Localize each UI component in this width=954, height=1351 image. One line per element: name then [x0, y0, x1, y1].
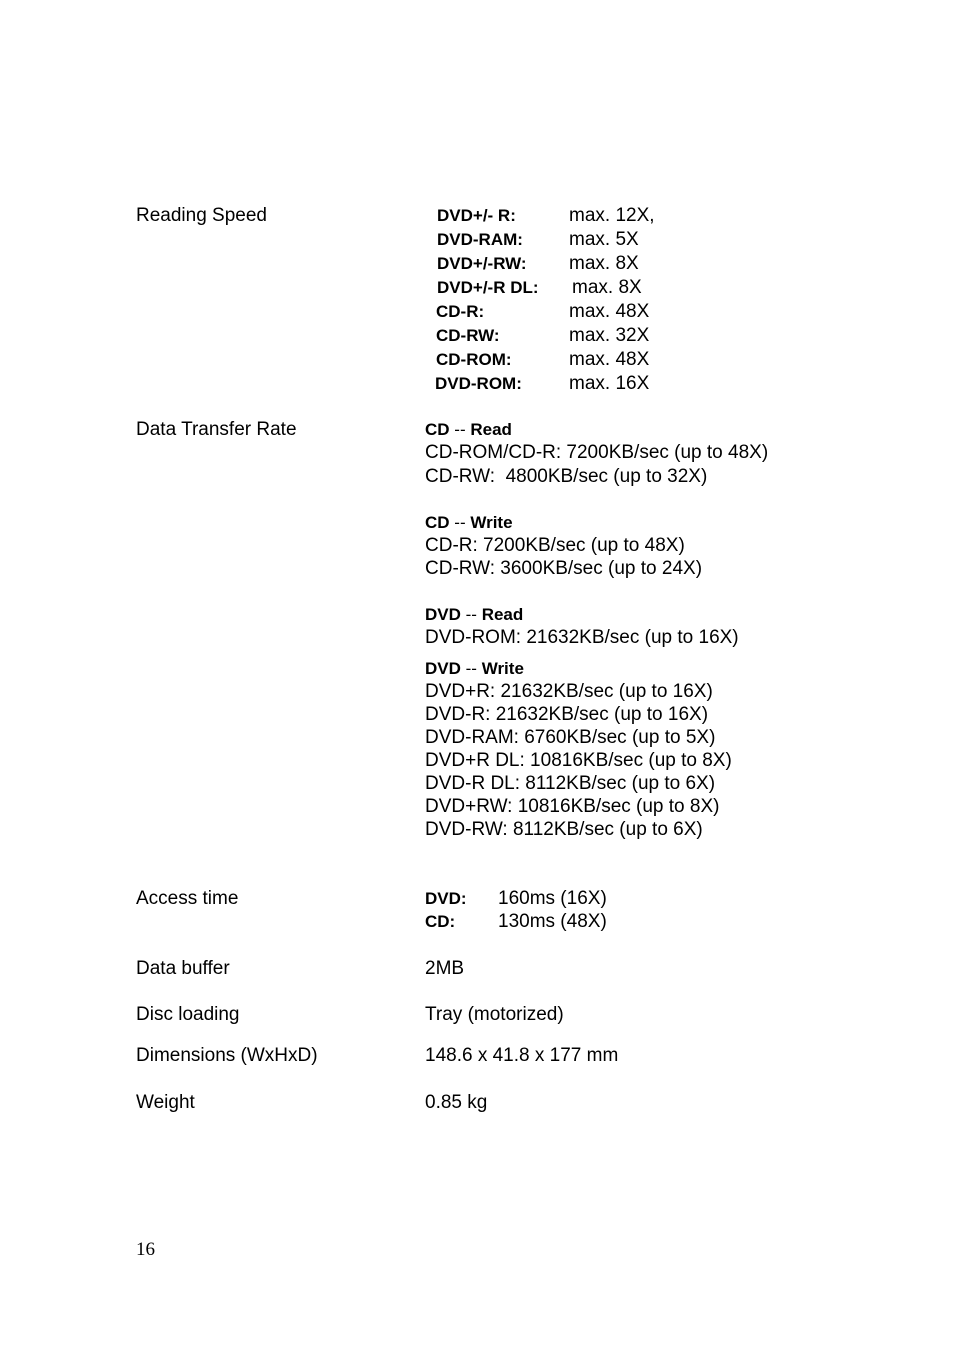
cd-read-heading: [425, 419, 512, 441]
dimensions-value: 148.6 x 41.8 x 177 mm: [425, 1045, 619, 1066]
reading-speed-value: max. 12X,: [569, 205, 655, 226]
reading-speed-value: max. 16X: [569, 373, 650, 394]
reading-speed-value: max. 48X: [569, 301, 650, 322]
access-time-media: DVD:: [425, 889, 467, 908]
data-transfer-label: Data Transfer Rate: [136, 419, 297, 440]
reading-speed-media: DVD-RAM:: [437, 230, 523, 249]
reading-speed-value: max. 32X: [569, 325, 650, 346]
page-number: 16: [136, 1239, 155, 1260]
transfer-line: CD-R: 7200KB/sec (up to 48X): [425, 535, 685, 556]
transfer-line: DVD-R DL: 8112KB/sec (up to 6X): [425, 773, 716, 794]
weight-label: Weight: [136, 1092, 195, 1113]
transfer-line: DVD-RW: 8112KB/sec (up to 6X): [425, 819, 703, 840]
heading-mode: Read: [470, 420, 512, 439]
reading-speed-label: Reading Speed: [136, 205, 267, 226]
heading-media: DVD: [425, 659, 461, 678]
heading-separator: --: [465, 659, 477, 678]
transfer-line: CD-ROM/CD-R: 7200KB/sec (up to 48X): [425, 442, 769, 463]
transfer-line: DVD-ROM: 21632KB/sec (up to 16X): [425, 627, 739, 648]
access-time-media: CD:: [425, 912, 456, 931]
transfer-line: CD-RW: 4800KB/sec (up to 32X): [425, 466, 708, 487]
transfer-line: DVD+RW: 10816KB/sec (up to 8X): [425, 796, 720, 817]
heading-separator: --: [454, 420, 466, 439]
dvd-write-heading: [425, 658, 524, 680]
transfer-line: DVD-RAM: 6760KB/sec (up to 5X): [425, 727, 716, 748]
reading-speed-value: max. 5X: [569, 229, 639, 250]
reading-speed-value: max. 8X: [569, 253, 639, 274]
heading-mode: Read: [481, 605, 524, 624]
transfer-line: DVD+R: 21632KB/sec (up to 16X): [425, 681, 713, 702]
reading-speed-value: max. 8X: [572, 277, 642, 298]
access-time-label: Access time: [136, 888, 239, 909]
reading-speed-media: DVD-ROM:: [435, 374, 522, 393]
heading-separator: --: [465, 605, 477, 624]
access-time-value: 130ms (48X): [498, 911, 607, 932]
weight-value: 0.85 kg: [425, 1092, 488, 1113]
access-time-value: 160ms (16X): [498, 888, 607, 909]
reading-speed-media: DVD+/-RW:: [437, 254, 527, 273]
reading-speed-media: DVD+/- R:: [437, 206, 516, 225]
disc-loading-label: Disc loading: [136, 1004, 240, 1025]
heading-separator: --: [454, 513, 466, 532]
reading-speed-media: CD-R:: [436, 302, 485, 321]
heading-media: CD: [425, 513, 450, 532]
dvd-read-heading: [425, 604, 523, 626]
transfer-line: CD-RW: 3600KB/sec (up to 24X): [425, 558, 703, 579]
data-buffer-value: 2MB: [425, 958, 465, 979]
reading-speed-value: max. 48X: [569, 349, 650, 370]
reading-speed-media: CD-RW:: [436, 326, 500, 345]
heading-mode: Write: [481, 659, 524, 678]
heading-media: CD: [425, 420, 450, 439]
data-buffer-label: Data buffer: [136, 958, 230, 979]
heading-media: DVD: [425, 605, 461, 624]
dimensions-label: Dimensions (WxHxD): [136, 1045, 318, 1066]
transfer-line: DVD+R DL: 10816KB/sec (up to 8X): [425, 750, 732, 771]
reading-speed-media: CD-ROM:: [436, 350, 512, 369]
reading-speed-media: DVD+/-R DL:: [437, 278, 539, 297]
cd-write-heading: [425, 512, 513, 534]
transfer-line: DVD-R: 21632KB/sec (up to 16X): [425, 704, 709, 725]
heading-mode: Write: [470, 513, 513, 532]
disc-loading-value: Tray (motorized): [425, 1004, 564, 1025]
